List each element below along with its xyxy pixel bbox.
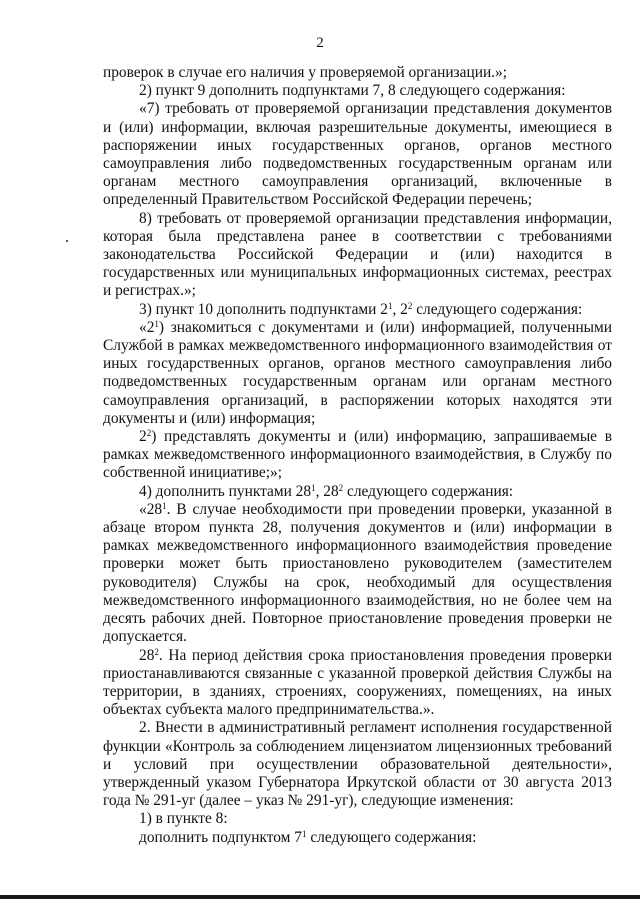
text-run: 3) пункт 10 дополнить подпунктами 2 xyxy=(139,300,388,318)
superscript: 2 xyxy=(154,646,159,657)
text-run: 2 xyxy=(139,428,147,446)
text-run: , 2 xyxy=(392,300,408,318)
text-run: 8) требовать от проверяемой организации представления информации, которая была представлена ранее в соответствии с требованиями законодательства Российской Федерации и (или) находится в государственных или муниципальных информационных системах, реестрах и регистрах.»; xyxy=(103,209,612,300)
text-run: проверок в случае его наличия у проверяемой организации.»; xyxy=(103,64,507,81)
paragraph-p9 xyxy=(103,501,612,647)
text-run: . В случае необходимости при проведении проверки, указанной в абзаце втором пункта 28, получения документов и (или) информации в рамках межведомственного информационного взаимодействия проведение проверки может быть приостановлено руководителем (заместителем руководителя) Службы на срок, необходимый для осуществления межведомственного информационного взаимодействия, но не более чем на десять рабочих дней. Повторное приостановление проведения проверки не допускается. xyxy=(103,500,612,646)
text-run: «2 xyxy=(139,318,155,336)
paragraph-p13 xyxy=(103,829,612,847)
superscript: 2 xyxy=(407,300,413,311)
text-run: 1) в пункте 8: xyxy=(139,810,228,828)
text-run: 28 xyxy=(139,646,155,664)
paragraph-p6 xyxy=(103,319,612,428)
text-run: ) представлять документы и (или) информацию, запрашиваемые в рамках межведомственного информационного взаимодействия, в Службу по собственной инициативе;»; xyxy=(103,428,612,482)
text-run: 2) пункт 9 дополнить подпунктами 7, 8 следующего содержания: xyxy=(139,82,566,100)
text-run: ) знакомиться с документами и (или) информацией, полученными Службой в рамках межведомственного информационного взаимодействия от иных государственных органов, органов местного самоуправления либо подведомственных государственным органам или органам местного самоуправления организаций, в распоряжении которых находятся эти документы и (или) информация; xyxy=(103,318,612,427)
text-run: 4) дополнить пунктами 28 xyxy=(139,482,312,500)
text-run: следующего содержания: xyxy=(343,482,514,500)
text-run: «28 xyxy=(139,500,163,518)
paragraph-p7 xyxy=(103,428,612,483)
paragraph-p4 xyxy=(103,210,612,301)
text-run: 2. Внести в административный регламент исполнения государственной функции «Контроль за соблюдением лицензиатом лицензионных требований и условий при осуществлении образовательной деятельности», утвержденный указом Губернатора Иркутской области от 30 августа 2013 года № 291-уг (далее – указ № 291-уг), следующие изменения: xyxy=(103,719,612,810)
superscript: 1 xyxy=(154,318,159,329)
paragraph-p1 xyxy=(103,64,612,82)
text-run: дополнить подпунктом 7 xyxy=(139,828,302,846)
superscript: 1 xyxy=(162,500,167,511)
text-run: следующего содержания: xyxy=(306,828,477,846)
paragraph-p12 xyxy=(103,810,612,828)
text-run: следующего содержания: xyxy=(412,300,583,318)
scan-bottom-edge xyxy=(0,895,640,899)
paragraph-p2 xyxy=(103,82,612,100)
paragraph-p11 xyxy=(103,719,612,810)
paragraph-p10 xyxy=(103,647,612,720)
paragraph-p8 xyxy=(103,483,612,501)
superscript: 2 xyxy=(338,482,344,493)
superscript: 1 xyxy=(301,828,307,839)
document-body xyxy=(103,64,612,847)
superscript: 2 xyxy=(146,428,152,439)
superscript: 1 xyxy=(387,300,393,311)
text-run: . На период действия срока приостановления проведения проверки приостанавливаются связанные с указанной проверкой действия Службы на территории, в зданиях, строениях, сооружениях, помещениях, на иных объектах субъекта малого предпринимательства.». xyxy=(103,646,612,719)
superscript: 1 xyxy=(311,482,316,493)
paragraph-p5 xyxy=(103,301,612,319)
text-run: «7) требовать от проверяемой организации представления документов и (или) информации, включая разрешительные документы, имеющиеся в распоряжении иных государственных органов, органов местного самоуправления либо подведомственных государственным органам или органам местного самоуправления организаций, включенные в определенный Правительством Российской Федерации перечень; xyxy=(103,100,612,209)
paragraph-p3 xyxy=(103,100,612,209)
page-number: 2 xyxy=(316,35,324,51)
margin-mark xyxy=(66,240,68,242)
text-run: , 28 xyxy=(315,482,339,500)
